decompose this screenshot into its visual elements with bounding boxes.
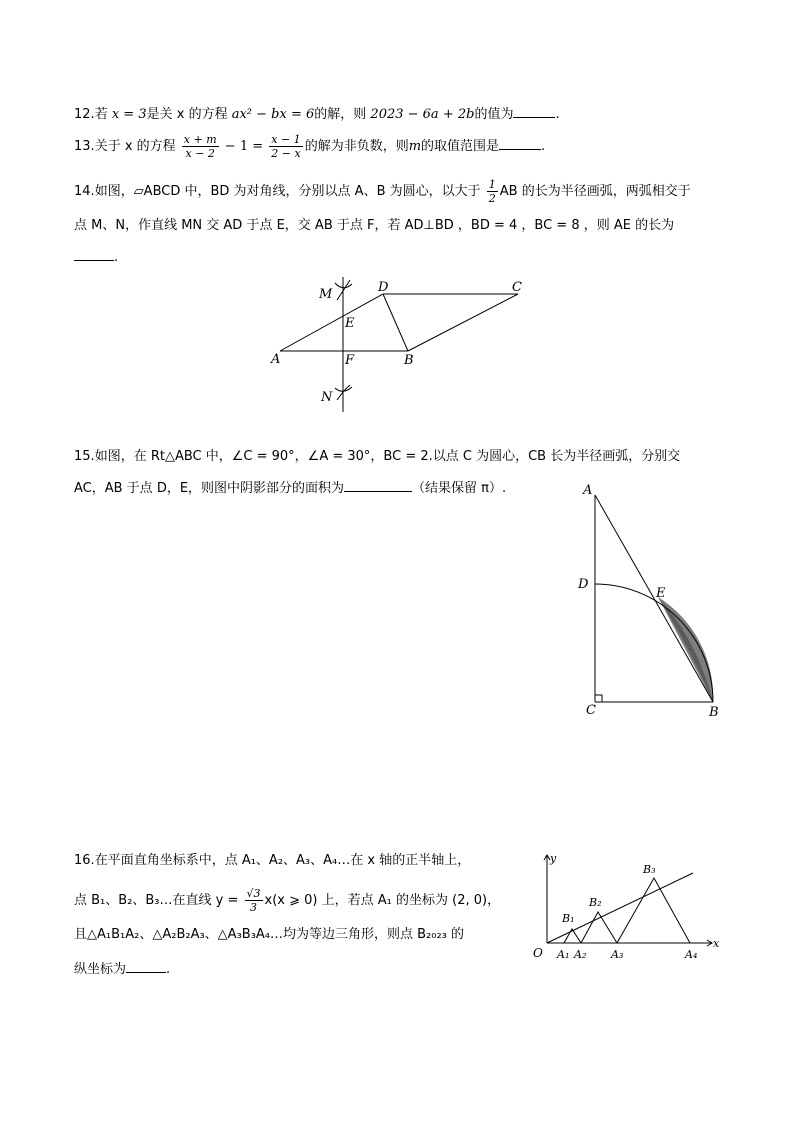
q12-period: . (555, 107, 560, 122)
label-C: C (512, 280, 522, 295)
label-F: F (345, 353, 355, 368)
fraction-numerator: x − 1 (271, 133, 301, 146)
label-E: E (345, 316, 355, 331)
q14-number: 14. (74, 184, 95, 199)
q14-period: . (114, 250, 119, 265)
label-y: y (550, 852, 557, 865)
q12-text: 是关 x 的方程 (146, 107, 228, 122)
q12-equation: ax² − bx = 6 (231, 107, 315, 122)
label-B: B (404, 353, 414, 368)
q16-text: 点 B₁、B₂、B₃…在直线 y = (74, 893, 239, 908)
triangle-A2B2A3 (581, 912, 617, 943)
label-B3: B₃ (643, 863, 656, 876)
q12-condition: x = 3 (111, 107, 147, 122)
label-D: D (378, 280, 389, 295)
q16-period: . (166, 962, 171, 977)
question-16-line-3: 且△A₁B₁A₂、△A₂B₂A₃、△A₃B₃A₄…均为等边三角形，则点 B₂₀₂₃ 的 (74, 927, 465, 942)
q15-text-end: （结果保留 π）. (412, 481, 507, 496)
q13-operator: − 1 = (224, 139, 264, 154)
q12-text: 的值为 (474, 107, 514, 122)
label-O: O (533, 946, 543, 960)
question-14-line-2: 点 M、N，作直线 MN 交 AD 于点 E，交 AB 于点 F，若 AD⊥BD ，BD = 4 ，BC = 8 ，则 AE 的长为 (74, 218, 675, 233)
label-N: N (321, 390, 333, 405)
q13-variable: m (408, 139, 422, 154)
q14-text: AB 的长为半径画弧，两弧相交于 (499, 184, 691, 199)
fraction-denominator: x − 2 (185, 147, 215, 160)
q15-text: 如图，在 Rt△ABC 中，∠C = 90°，∠A = 30°，BC = 2.以点 C 为圆心，CB 长为半径画弧，分别交 (94, 449, 681, 464)
label-A2: A₂ (574, 948, 587, 961)
triangle-A3B3A4 (617, 878, 690, 943)
label-B1: B₁ (562, 912, 575, 925)
q12-expression: 2023 − 6a + 2b (370, 107, 475, 122)
label-A: A (583, 483, 593, 498)
q13-text: 的解为非负数，则 (304, 139, 409, 154)
q13-period: . (541, 139, 546, 154)
label-x: x (713, 937, 720, 950)
label-A3: A₃ (611, 948, 624, 961)
q15-number: 15. (74, 449, 95, 464)
q13-number: 13. (74, 139, 95, 154)
q12-text: 的解，则 (314, 107, 367, 122)
label-M: M (319, 287, 333, 302)
label-B: B (709, 705, 719, 720)
fraction-denominator: 3 (250, 901, 258, 914)
q13-text: 的取值范围是 (421, 139, 500, 154)
fraction-denominator: 2 − x (271, 147, 301, 160)
q15-text: AC，AB 于点 D，E，则图中阴影部分的面积为 (74, 481, 345, 496)
fraction-denominator: 2 (488, 192, 496, 205)
q13-text: 关于 x 的方程 (94, 139, 176, 154)
label-E: E (656, 586, 666, 601)
q12-text: 若 (94, 107, 108, 122)
label-B2: B₂ (589, 896, 602, 909)
q16-number: 16. (74, 853, 95, 868)
fraction-numerator: √3 (246, 887, 261, 900)
fraction-numerator: x + m (183, 133, 217, 146)
label-C: C (586, 703, 596, 718)
label-A1: A₁ (557, 948, 570, 961)
q12-number: 12. (74, 107, 95, 122)
q14-text: 如图，▱ABCD 中，BD 为对角线，分别以点 A、B 为圆心，以大于 (94, 184, 481, 199)
fraction-numerator: 1 (488, 178, 496, 191)
q16-text: x(x ⩾ 0) 上，若点 A₁ 的坐标为 (2, 0)， (264, 893, 501, 908)
q16-text: 纵坐标为 (74, 962, 127, 977)
label-A4: A₄ (685, 948, 698, 961)
label-D: D (578, 577, 589, 592)
q16-text: 在平面直角坐标系中，点 A₁、A₂、A₃、A₄…在 x 轴的正半轴上， (94, 853, 471, 868)
label-A: A (271, 352, 281, 367)
